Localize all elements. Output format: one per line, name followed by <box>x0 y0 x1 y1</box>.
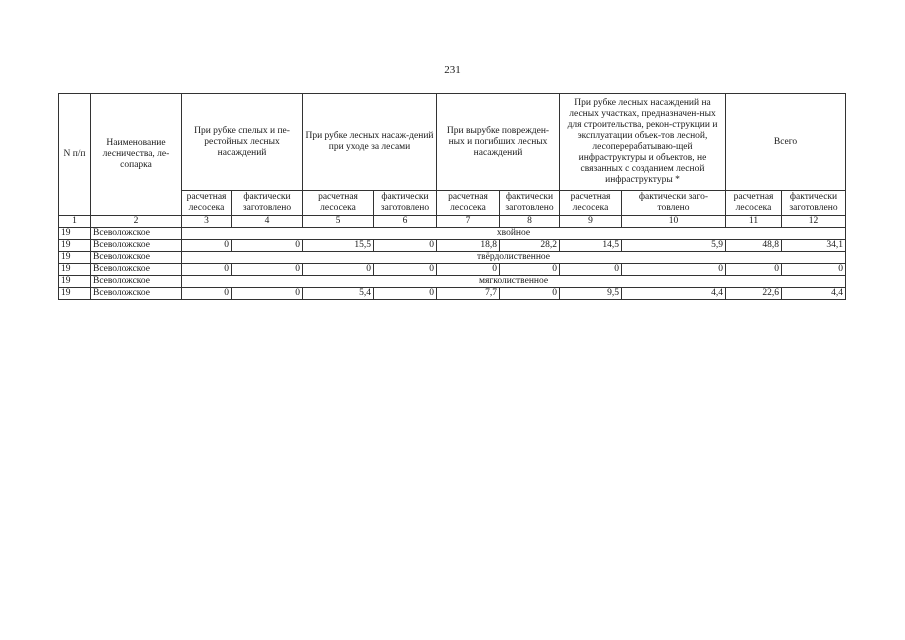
value-cell: 0 <box>622 264 726 276</box>
value-cell: 0 <box>232 240 303 252</box>
row-name: Всеволожское <box>91 240 182 252</box>
row-index: 19 <box>59 252 91 264</box>
subheader-cell: расчетная лесосека <box>726 191 782 216</box>
subheader-cell: фактически заго-товлено <box>622 191 726 216</box>
column-number-row <box>59 216 846 228</box>
header-num: N п/п <box>59 94 91 216</box>
column-number: 11 <box>726 216 782 228</box>
row-index: 19 <box>59 228 91 240</box>
column-number: 9 <box>560 216 622 228</box>
value-cell: 9,5 <box>560 288 622 300</box>
value-cell: 0 <box>500 288 560 300</box>
value-cell: 15,5 <box>303 240 374 252</box>
table-row <box>59 240 846 252</box>
table-row <box>59 264 846 276</box>
subheader-cell: расчетная лесосека <box>437 191 500 216</box>
value-cell: 0 <box>500 264 560 276</box>
value-cell: 0 <box>374 288 437 300</box>
header-name: Наименование лесничества, ле-сопарка <box>91 94 182 216</box>
table-row <box>59 288 846 300</box>
column-number: 8 <box>500 216 560 228</box>
header-group-infrastructure: При рубке лесных насаждений на лесных участках, предназначен-ных для строительства, рекон-струкции и эксплуатации объек-тов лесной, лесоперерабатываю-щей инфраструктуры и объектов, не связанных с созданием лесной инфраструктуры * <box>560 94 726 191</box>
column-number: 3 <box>182 216 232 228</box>
column-number: 6 <box>374 216 437 228</box>
row-name: Всеволожское <box>91 288 182 300</box>
header-group-care: При рубке лесных насаж-дений при уходе за лесами <box>303 94 437 191</box>
subheader-cell: фактически заготовлено <box>500 191 560 216</box>
category-label: хвойное <box>182 228 846 240</box>
value-cell: 0 <box>232 264 303 276</box>
category-label: твёрдолиственное <box>182 252 846 264</box>
table-row-category <box>59 252 846 264</box>
page-number: 231 <box>444 64 461 76</box>
row-name: Всеволожское <box>91 276 182 288</box>
header-group-damaged: При вырубке поврежден-ных и погибших лесных насаждений <box>437 94 560 191</box>
subheader-cell: расчетная лесосека <box>303 191 374 216</box>
value-cell: 4,4 <box>782 288 846 300</box>
value-cell: 48,8 <box>726 240 782 252</box>
row-name: Всеволожское <box>91 252 182 264</box>
value-cell: 0 <box>182 288 232 300</box>
value-cell: 0 <box>182 240 232 252</box>
value-cell: 0 <box>182 264 232 276</box>
value-cell: 7,7 <box>437 288 500 300</box>
row-index: 19 <box>59 288 91 300</box>
row-index: 19 <box>59 276 91 288</box>
row-name: Всеволожское <box>91 228 182 240</box>
value-cell: 0 <box>303 264 374 276</box>
column-number: 2 <box>91 216 182 228</box>
report-table <box>58 93 846 300</box>
value-cell: 14,5 <box>560 240 622 252</box>
value-cell: 5,4 <box>303 288 374 300</box>
column-number: 10 <box>622 216 726 228</box>
column-number: 12 <box>782 216 846 228</box>
column-number: 1 <box>59 216 91 228</box>
value-cell: 0 <box>782 264 846 276</box>
subheader-cell: фактически заготовлено <box>782 191 846 216</box>
value-cell: 0 <box>437 264 500 276</box>
subheader-cell: расчетная лесосека <box>560 191 622 216</box>
column-number: 5 <box>303 216 374 228</box>
value-cell: 0 <box>374 264 437 276</box>
value-cell: 5,9 <box>622 240 726 252</box>
row-index: 19 <box>59 240 91 252</box>
table-row-category <box>59 276 846 288</box>
subheader-cell: фактически заготовлено <box>374 191 437 216</box>
value-cell: 0 <box>374 240 437 252</box>
category-label: мягколиственное <box>182 276 846 288</box>
value-cell: 18,8 <box>437 240 500 252</box>
value-cell: 28,2 <box>500 240 560 252</box>
subheader-cell: фактически заготовлено <box>232 191 303 216</box>
column-number: 7 <box>437 216 500 228</box>
value-cell: 22,6 <box>726 288 782 300</box>
value-cell: 0 <box>726 264 782 276</box>
table-row-category <box>59 228 846 240</box>
column-number: 4 <box>232 216 303 228</box>
subheader-cell: расчетная лесосека <box>182 191 232 216</box>
header-group-mature: При рубке спелых и пе-рестойных лесных насаждений <box>182 94 303 191</box>
row-index: 19 <box>59 264 91 276</box>
value-cell: 0 <box>232 288 303 300</box>
row-name: Всеволожское <box>91 264 182 276</box>
value-cell: 34,1 <box>782 240 846 252</box>
header-group-total: Всего <box>726 94 846 191</box>
value-cell: 0 <box>560 264 622 276</box>
value-cell: 4,4 <box>622 288 726 300</box>
